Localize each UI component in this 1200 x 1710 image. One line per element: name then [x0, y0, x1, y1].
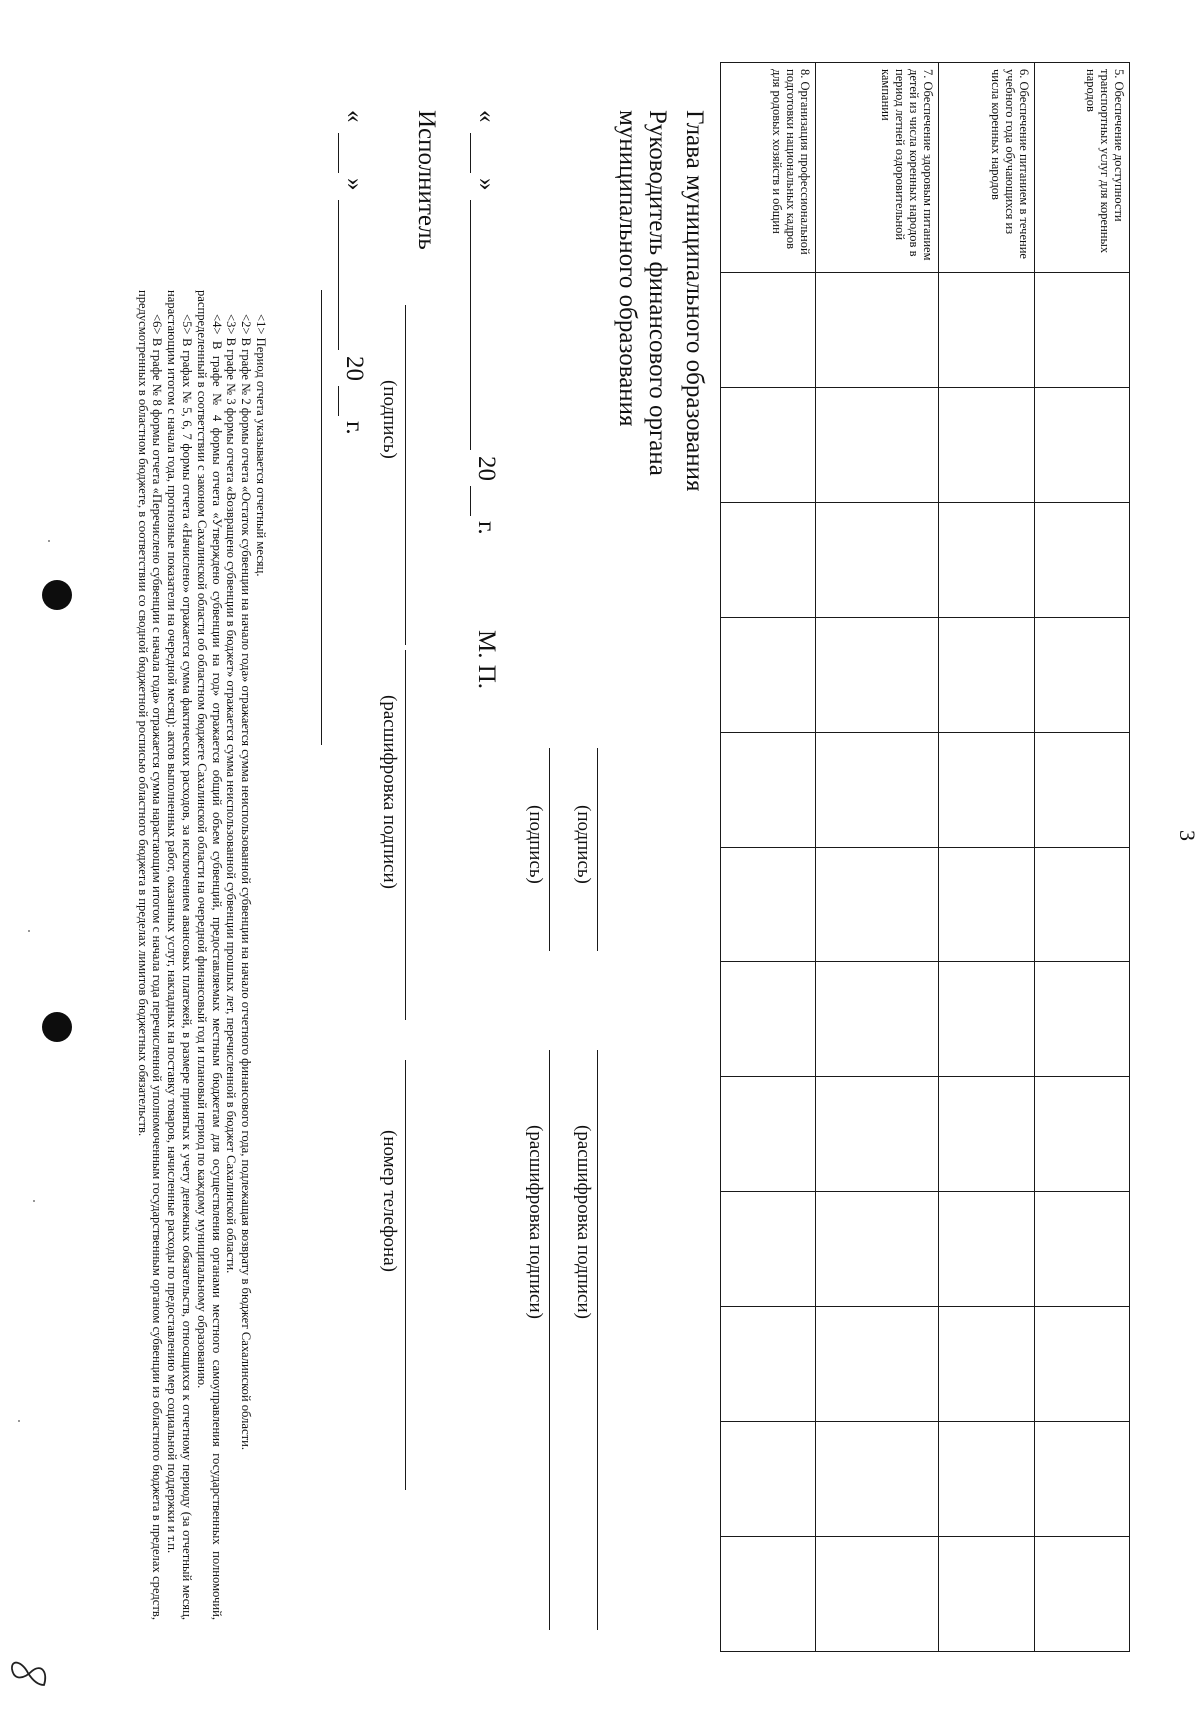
table-cell — [816, 732, 939, 847]
table-cell — [721, 1307, 816, 1422]
head-signature-line — [597, 748, 598, 951]
table-cell — [939, 617, 1034, 732]
finance-head-title — [612, 110, 672, 476]
executor-phone-line — [405, 1060, 406, 1490]
date-1-day-line — [470, 133, 471, 173]
date-2-close-quote: » — [341, 178, 368, 191]
table-cell — [1034, 732, 1129, 847]
scan-speck — [18, 1420, 20, 1422]
table-cell — [1034, 962, 1129, 1077]
date-2-day-line — [338, 133, 339, 173]
punch-hole-top — [42, 580, 72, 610]
table-cell — [1034, 1192, 1129, 1307]
table-cell — [816, 502, 939, 617]
page-number: 3 — [1175, 830, 1200, 841]
table-cell — [816, 847, 939, 962]
table-cell — [939, 1077, 1034, 1192]
table-row — [1034, 63, 1129, 1652]
row-label: 8. Организация профессиональной подготовки национальных кадров для родовых хозяйств и общин — [721, 63, 816, 273]
table-cell — [816, 962, 939, 1077]
executor-title: Исполнитель — [413, 110, 440, 250]
table-cell — [816, 1307, 939, 1422]
footnote-1: <1> Период отчета указывается отчетный месяц. — [254, 314, 268, 577]
table-cell — [1034, 1536, 1129, 1651]
executor-signature-line — [405, 305, 406, 645]
head-decoding-line — [597, 1050, 598, 1630]
date-2-month-line — [338, 200, 339, 350]
table-cell — [939, 387, 1034, 502]
row-label: 5. Обеспечение доступности транспортных услуг для коренных народов — [1034, 63, 1129, 273]
table-cell — [939, 1192, 1034, 1307]
executor-decoding-caption: (расшифровка подписи) — [379, 695, 400, 889]
table-cell — [721, 1422, 816, 1537]
table-cell — [1034, 847, 1129, 962]
executor-signature-caption: (подпись) — [379, 380, 400, 459]
row-label: 6. Обеспечение питанием в течение учебного года обучающихся из числа коренных народов — [939, 63, 1034, 273]
executor-decoding-line — [405, 650, 406, 1020]
table-cell — [939, 962, 1034, 1077]
table-cell — [1034, 1077, 1129, 1192]
table-cell — [816, 273, 939, 388]
table-cell — [1034, 1422, 1129, 1537]
table-cell — [1034, 387, 1129, 502]
footnote-4: <4> В графе № 4 формы отчета «Утверждено субвенции на год» отражается общий объем субвенций, предоставляемых местным бюджетам для осуществления органами местного самоуправления государственных полномочий, распределенный в соответствии с законом Сахалинской области об областном бюджете Сахалинской области на очередной финансовый год и плановый период по каждому муниципальному образованию. — [194, 290, 224, 1620]
date-2-year-line — [338, 386, 339, 416]
handwritten-page-number — [6, 1655, 50, 1695]
date-2-open-quote: « — [341, 110, 368, 123]
finance-decoding-line — [549, 1050, 550, 1630]
subvention-report-table-container — [720, 62, 1130, 1652]
table-cell — [721, 617, 816, 732]
footnote-separator — [321, 290, 322, 745]
table-cell — [939, 1536, 1034, 1651]
table-cell — [816, 1536, 939, 1651]
footnote-2: <2> В графе № 2 формы отчета «Остаток субвенции на начало года» отражается сумма неиспользованной субвенции на начало отчетного финансового года, подлежащая возврату в бюджет Сахалинской области. — [239, 314, 254, 1450]
table-cell — [816, 617, 939, 732]
punch-hole-bottom — [42, 1012, 72, 1042]
date-1-year-prefix: 20 — [473, 456, 500, 481]
finance-head-title-line2: муниципального образования — [614, 110, 641, 427]
date-1-year-suffix: г. — [473, 521, 500, 535]
date-1-close-quote: » — [473, 178, 500, 191]
table-cell — [816, 1192, 939, 1307]
table-cell — [816, 387, 939, 502]
table-cell — [816, 1422, 939, 1537]
table-cell — [1034, 1307, 1129, 1422]
table-row — [816, 63, 939, 1652]
table-cell — [721, 1077, 816, 1192]
finance-signature-caption: (подпись) — [525, 805, 546, 884]
finance-signature-line — [549, 748, 550, 951]
date-2-year-prefix: 20 — [341, 356, 368, 381]
executor-phone-caption: (номер телефона) — [379, 1130, 400, 1272]
date-2-year-suffix: г. — [341, 421, 368, 435]
table-cell — [939, 732, 1034, 847]
scan-speck — [33, 1200, 35, 1202]
row-label: 7. Обеспечение здоровым питанием детей из числа коренных народов в период летней оздоровительной кампании — [816, 63, 939, 273]
finance-head-title-line1: Руководитель финансового органа — [644, 110, 671, 476]
scan-speck — [48, 540, 50, 542]
subvention-report-table — [720, 62, 1130, 1652]
table-cell — [721, 847, 816, 962]
table-cell — [939, 1307, 1034, 1422]
table-cell — [939, 847, 1034, 962]
footnote-6: <6> В графе № 8 формы отчета «Перечислено субвенции с начала года» отражается сумма нарастающим итогом с начала года перечисленной уполномоченным государственным органом субвенции из областного бюджета в пределах средств, предусмотренных в областном бюджете, в соответствии со сводной бюджетной росписью областного бюджета в пределах лимитов бюджетных обязательств. — [135, 290, 165, 1620]
table-cell — [721, 273, 816, 388]
table-row — [721, 63, 816, 1652]
table-cell — [721, 502, 816, 617]
table-cell — [721, 387, 816, 502]
table-cell — [1034, 273, 1129, 388]
date-1-year-line — [470, 486, 471, 516]
footnote-5: <5> В графах № 5, 6, 7 формы отчета «Начислено» отражается сумма фактических расходов, за исключением авансовых платежей, в размере принятых к учету денежных обязательств, относящихся к отчетному периоду (за отчетный месяц, нарастающим итогом с начала года, прогнозные показатели на очередной месяц): актов выполненных работ, оказанных услуг, накладных на поставку товаров, начисленные расходы по предоставлению мер социальной поддержки и т.п. — [165, 290, 195, 1620]
table-row — [939, 63, 1034, 1652]
date-open-quote: « — [473, 110, 500, 123]
finance-decoding-caption: (расшифровка подписи) — [525, 1125, 546, 1319]
head-title: Глава муниципального образования — [681, 110, 708, 492]
table-cell — [939, 273, 1034, 388]
table-cell — [939, 502, 1034, 617]
table-cell — [721, 1192, 816, 1307]
scan-speck — [28, 930, 30, 932]
table-cell — [721, 962, 816, 1077]
date-field-1 — [472, 110, 500, 123]
footnotes — [135, 290, 268, 1620]
table-cell — [1034, 617, 1129, 732]
table-cell — [721, 1536, 816, 1651]
footnote-3: <3> В графе № 3 формы отчета «Возвращено субвенции в бюджет» отражается сумма неиспользованной субвенции прошлых лет, перечисленной в бюджет Сахалинской области. — [224, 314, 239, 1274]
head-signature-caption: (подпись) — [573, 805, 594, 884]
seal-mark: М. П. — [473, 630, 500, 690]
head-decoding-caption: (расшифровка подписи) — [573, 1125, 594, 1319]
table-cell — [1034, 502, 1129, 617]
date-1-month-line — [470, 200, 471, 450]
table-cell — [721, 732, 816, 847]
handwritten-number-glyph — [6, 1655, 50, 1695]
table-cell — [939, 1422, 1034, 1537]
table-cell — [816, 1077, 939, 1192]
